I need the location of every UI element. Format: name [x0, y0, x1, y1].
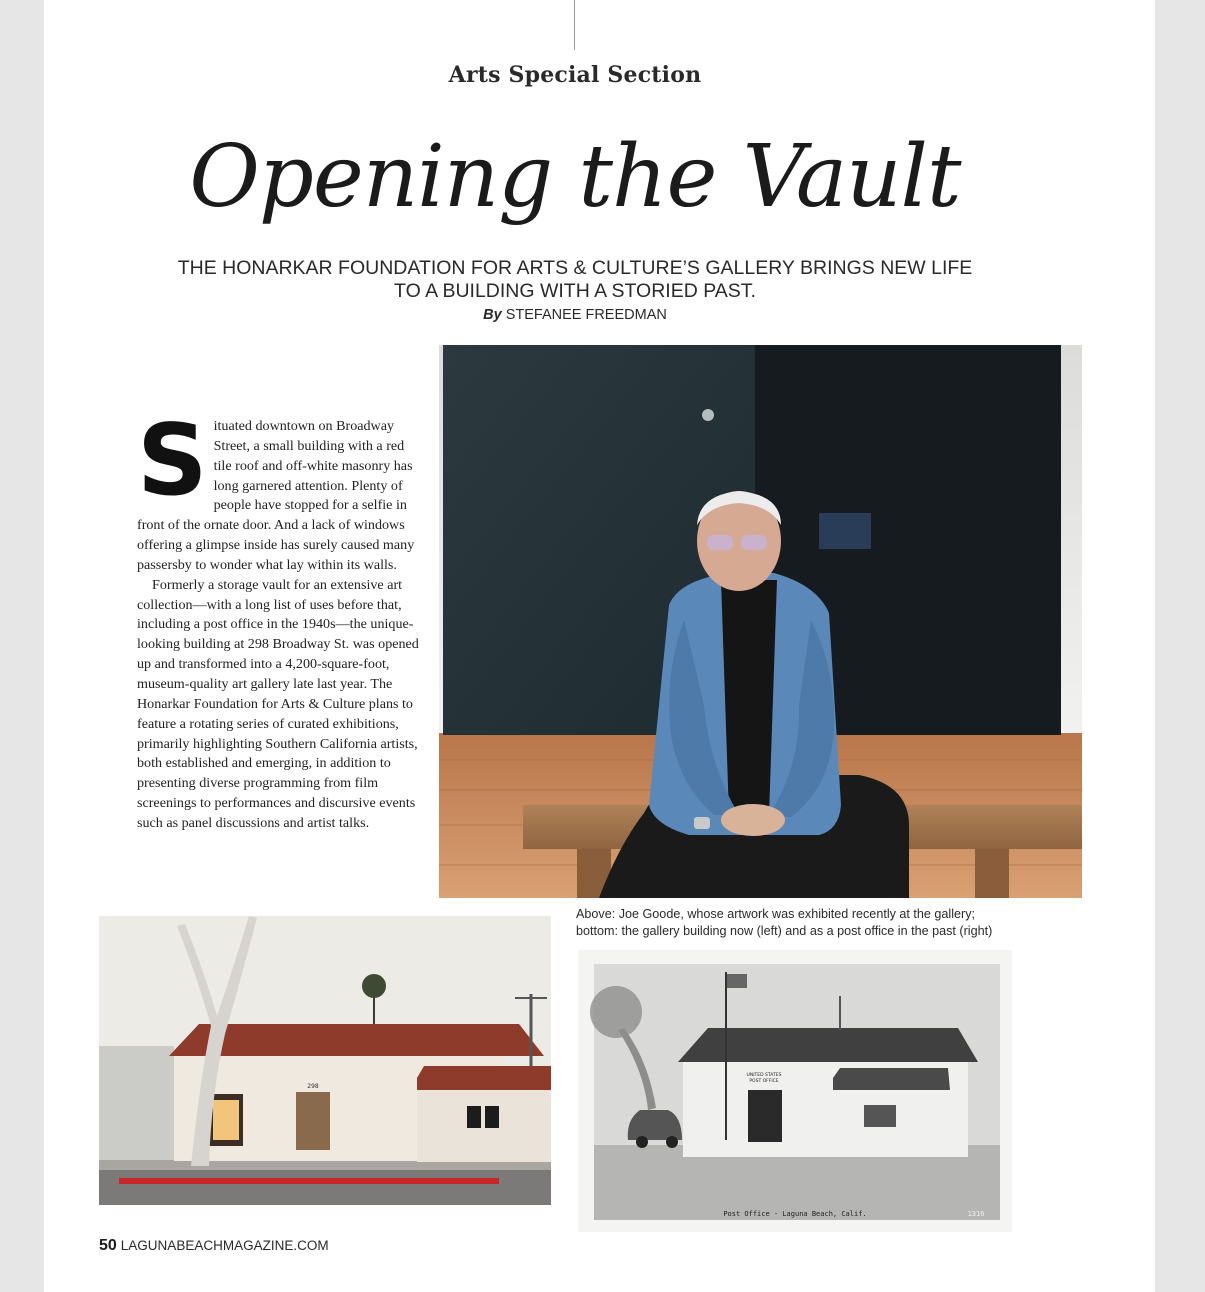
- gallery-building-illustration: [99, 916, 551, 1205]
- paragraph-1-text: ituated downtown on Broadway Street, a small building with a red tile roof and off-white masonry has long garnered attention. Plenty of people have stopped for a selfie in front of the ornate door. And a lack of windows offering a glimpse inside has surely caused many passersby to wonder what lay within its walls.: [137, 418, 415, 573]
- artist-photo-illustration: [439, 345, 1082, 898]
- deck-line-2: TO A BUILDING WITH A STORIED PAST.: [394, 280, 756, 302]
- artist-photo: [439, 345, 1082, 898]
- black-undershirt: [721, 580, 777, 815]
- street: [99, 1164, 551, 1205]
- old-truck: [628, 1110, 682, 1140]
- article-paragraph-1: [137, 404, 419, 576]
- drop-cap: S: [137, 404, 208, 518]
- palm-crown: [362, 974, 386, 998]
- wristwatch: [694, 817, 710, 829]
- wing-wall: [417, 1090, 551, 1162]
- top-divider: [574, 0, 575, 50]
- deck: [175, 257, 975, 303]
- photo-caption: [576, 906, 1046, 940]
- clasped-hands: [721, 804, 785, 836]
- footer-site: LAGUNABEACHMAGAZINE.COM: [120, 1238, 329, 1253]
- article-body: [137, 404, 419, 834]
- window-right: [485, 1106, 499, 1128]
- truck-wheel-back: [666, 1136, 678, 1148]
- truck-wheel-front: [636, 1136, 648, 1148]
- window-left: [467, 1106, 481, 1128]
- wing-roof: [417, 1066, 551, 1090]
- caption-line-1: Above: Joe Goode, whose artwork was exhibited recently at the gallery;: [576, 907, 976, 921]
- old-door: [748, 1090, 782, 1142]
- headline: Opening the Vault: [189, 127, 961, 227]
- old-wing-roof: [833, 1068, 950, 1090]
- old-sign-line-1: UNITED STATES: [746, 1073, 782, 1078]
- page-number: 50: [99, 1237, 117, 1254]
- glasses-left: [707, 535, 733, 550]
- byline-author: STEFANEE FREEDMAN: [505, 307, 667, 323]
- flag: [727, 974, 747, 988]
- page-footer: [99, 1237, 329, 1255]
- postcard-label: Post Office - Laguna Beach, Calif.: [723, 1210, 867, 1218]
- old-sign-line-2: POST OFFICE: [749, 1079, 779, 1084]
- red-curb: [119, 1178, 499, 1184]
- lit-window: [213, 1100, 239, 1140]
- caption-line-2: bottom: the gallery building now (left) and as a post office in the past (right): [576, 924, 993, 938]
- post-office-photo: [578, 950, 1012, 1232]
- ornate-door: [296, 1092, 330, 1150]
- post-office-illustration: [578, 950, 1012, 1232]
- old-roof: [678, 1028, 978, 1062]
- gallery-building-photo: [99, 916, 551, 1205]
- postcard-number: 1316: [967, 1210, 985, 1218]
- deck-line-1: THE HONARKAR FOUNDATION FOR ARTS & CULTURE’S GALLERY BRINGS NEW LIFE: [177, 257, 973, 279]
- bench-leg-right: [975, 849, 1009, 898]
- painting-moon: [702, 409, 714, 421]
- old-window: [864, 1105, 896, 1127]
- article-paragraph-2: Formerly a storage vault for an extensive art collection—with a long list of uses before that, including a post office in the 1940s—the unique-looking building at 298 Broadway St. was opened up and transformed into a 4,200-square-foot, museum-quality art gallery late last year. The Honarkar Foundation for Arts & Culture plans to feature a rotating series of curated exhibitions, primarily highlighting Southern California artists, both established and emerging, in addition to presenting diverse programming from film screenings to performances and discursive events such as panel discussions and artist talks.: [137, 576, 419, 831]
- byline-prefix: By: [483, 307, 502, 323]
- old-tree-canopy: [590, 986, 642, 1038]
- byline: [175, 307, 975, 323]
- building-number: 298: [307, 1083, 319, 1090]
- glasses-right: [741, 535, 767, 550]
- side-wall: [99, 1046, 174, 1166]
- painting-blue-patch: [819, 513, 871, 549]
- section-label: Arts Special Section: [448, 62, 702, 88]
